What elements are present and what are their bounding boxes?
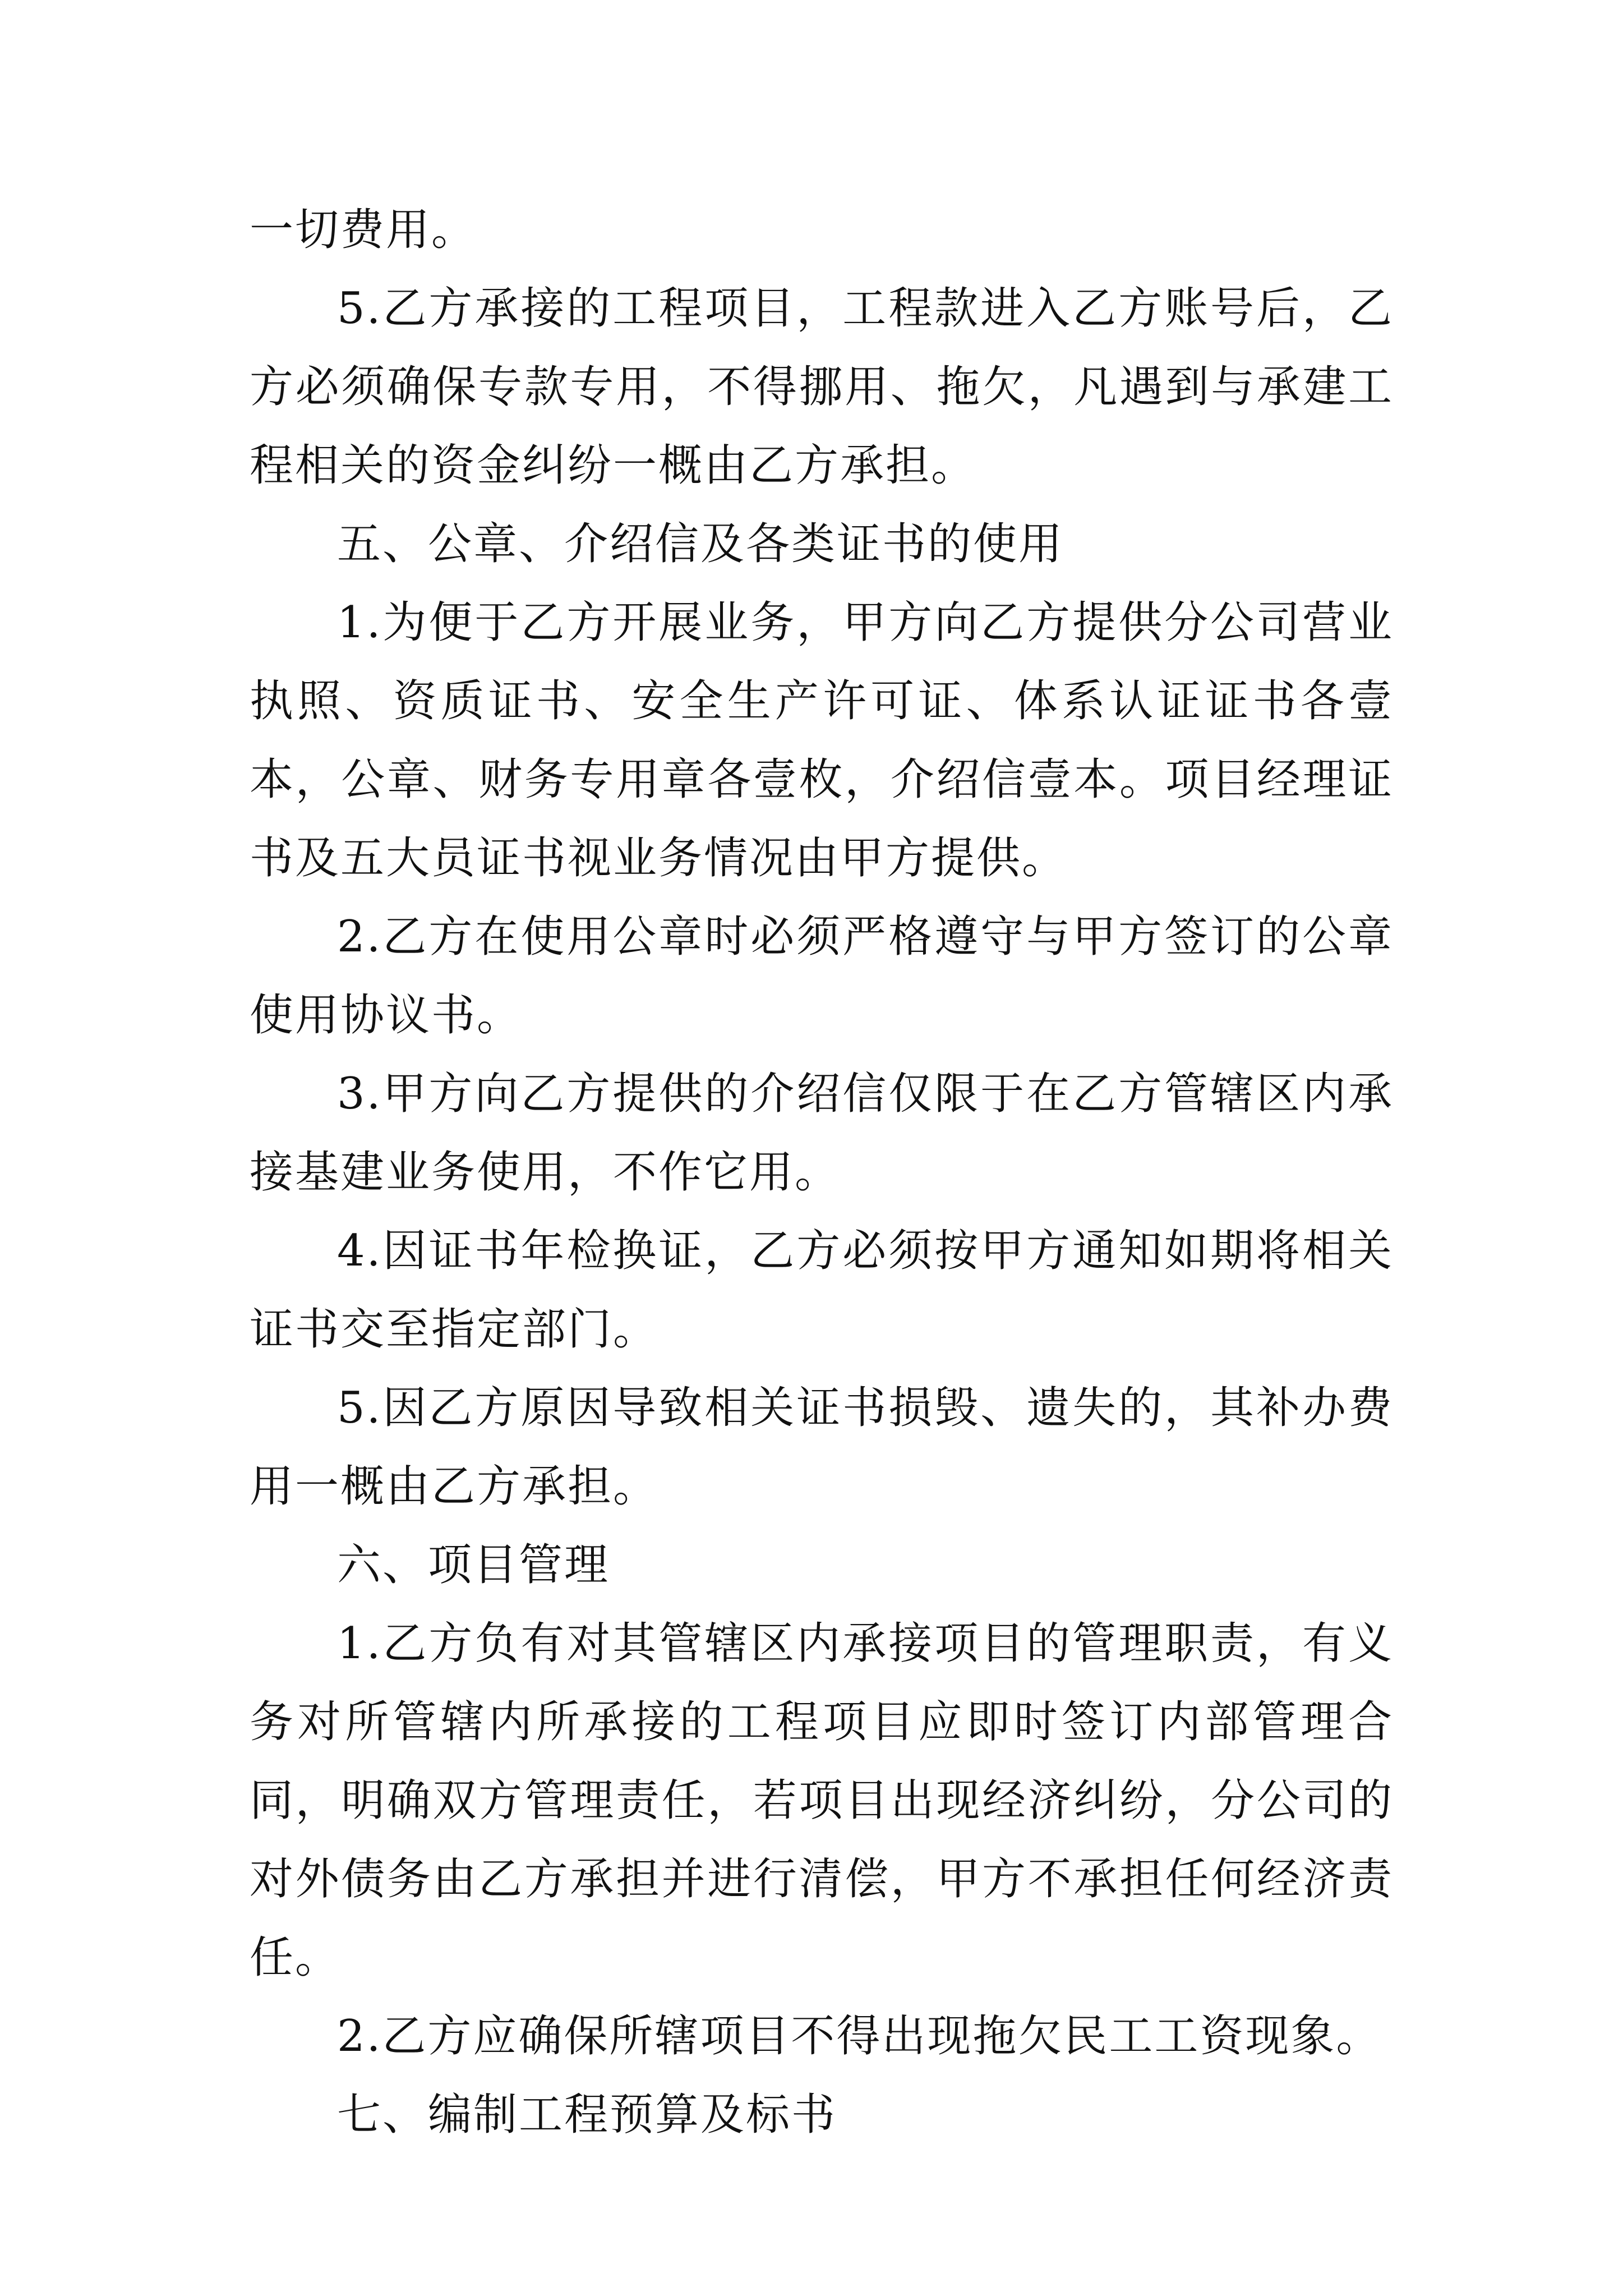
paragraph-item-5-3: 3.甲方向乙方提供的介绍信仅限于在乙方管辖区内承接基建业务使用，不作它用。 <box>250 1069 1394 1198</box>
section-heading-7: 七、编制工程预算及标书 <box>337 2090 837 2140</box>
section-heading-6: 六、项目管理 <box>337 1540 610 1590</box>
paragraph-fees-end: 一切费用。 <box>250 205 477 255</box>
section-heading-5: 五、公章、介绍信及各类证书的使用 <box>337 519 1064 569</box>
paragraph-item-5-2: 2.乙方在使用公章时必须严格遵守与甲方签订的公章使用协议书。 <box>250 912 1394 1041</box>
paragraph-item-5-4: 4.因证书年检换证，乙方必须按甲方通知如期将相关证书交至指定部门。 <box>250 1226 1394 1355</box>
paragraph-item-5-1: 1.为便于乙方开展业务，甲方向乙方提供分公司营业执照、资质证书、安全生产许可证、体系认证证书各壹本，公章、财务专用章各壹枚，介绍信壹本。项目经理证书及五大员证书视业务情况由甲方提供。 <box>250 597 1394 884</box>
document-body <box>250 191 1394 2154</box>
paragraph-item-5-5: 5.因乙方原因导致相关证书损毁、遗失的，其补办费用一概由乙方承担。 <box>250 1383 1394 1512</box>
paragraph-item-6-1: 1.乙方负有对其管辖区内承接项目的管理职责，有义务对所管辖内所承接的工程项目应即时签订内部管理合同，明确双方管理责任，若项目出现经济纠纷，分公司的对外债务由乙方承担并进行清偿，甲方不承担任何经济责任。 <box>250 1618 1394 1983</box>
paragraph-item-4-5: 5.乙方承接的工程项目，工程款进入乙方账号后，乙方必须确保专款专用，不得挪用、拖欠，凡遇到与承建工程相关的资金纠纷一概由乙方承担。 <box>250 283 1394 491</box>
paragraph-item-6-2: 2.乙方应确保所辖项目不得出现拖欠民工工资现象。 <box>337 2011 1382 2062</box>
